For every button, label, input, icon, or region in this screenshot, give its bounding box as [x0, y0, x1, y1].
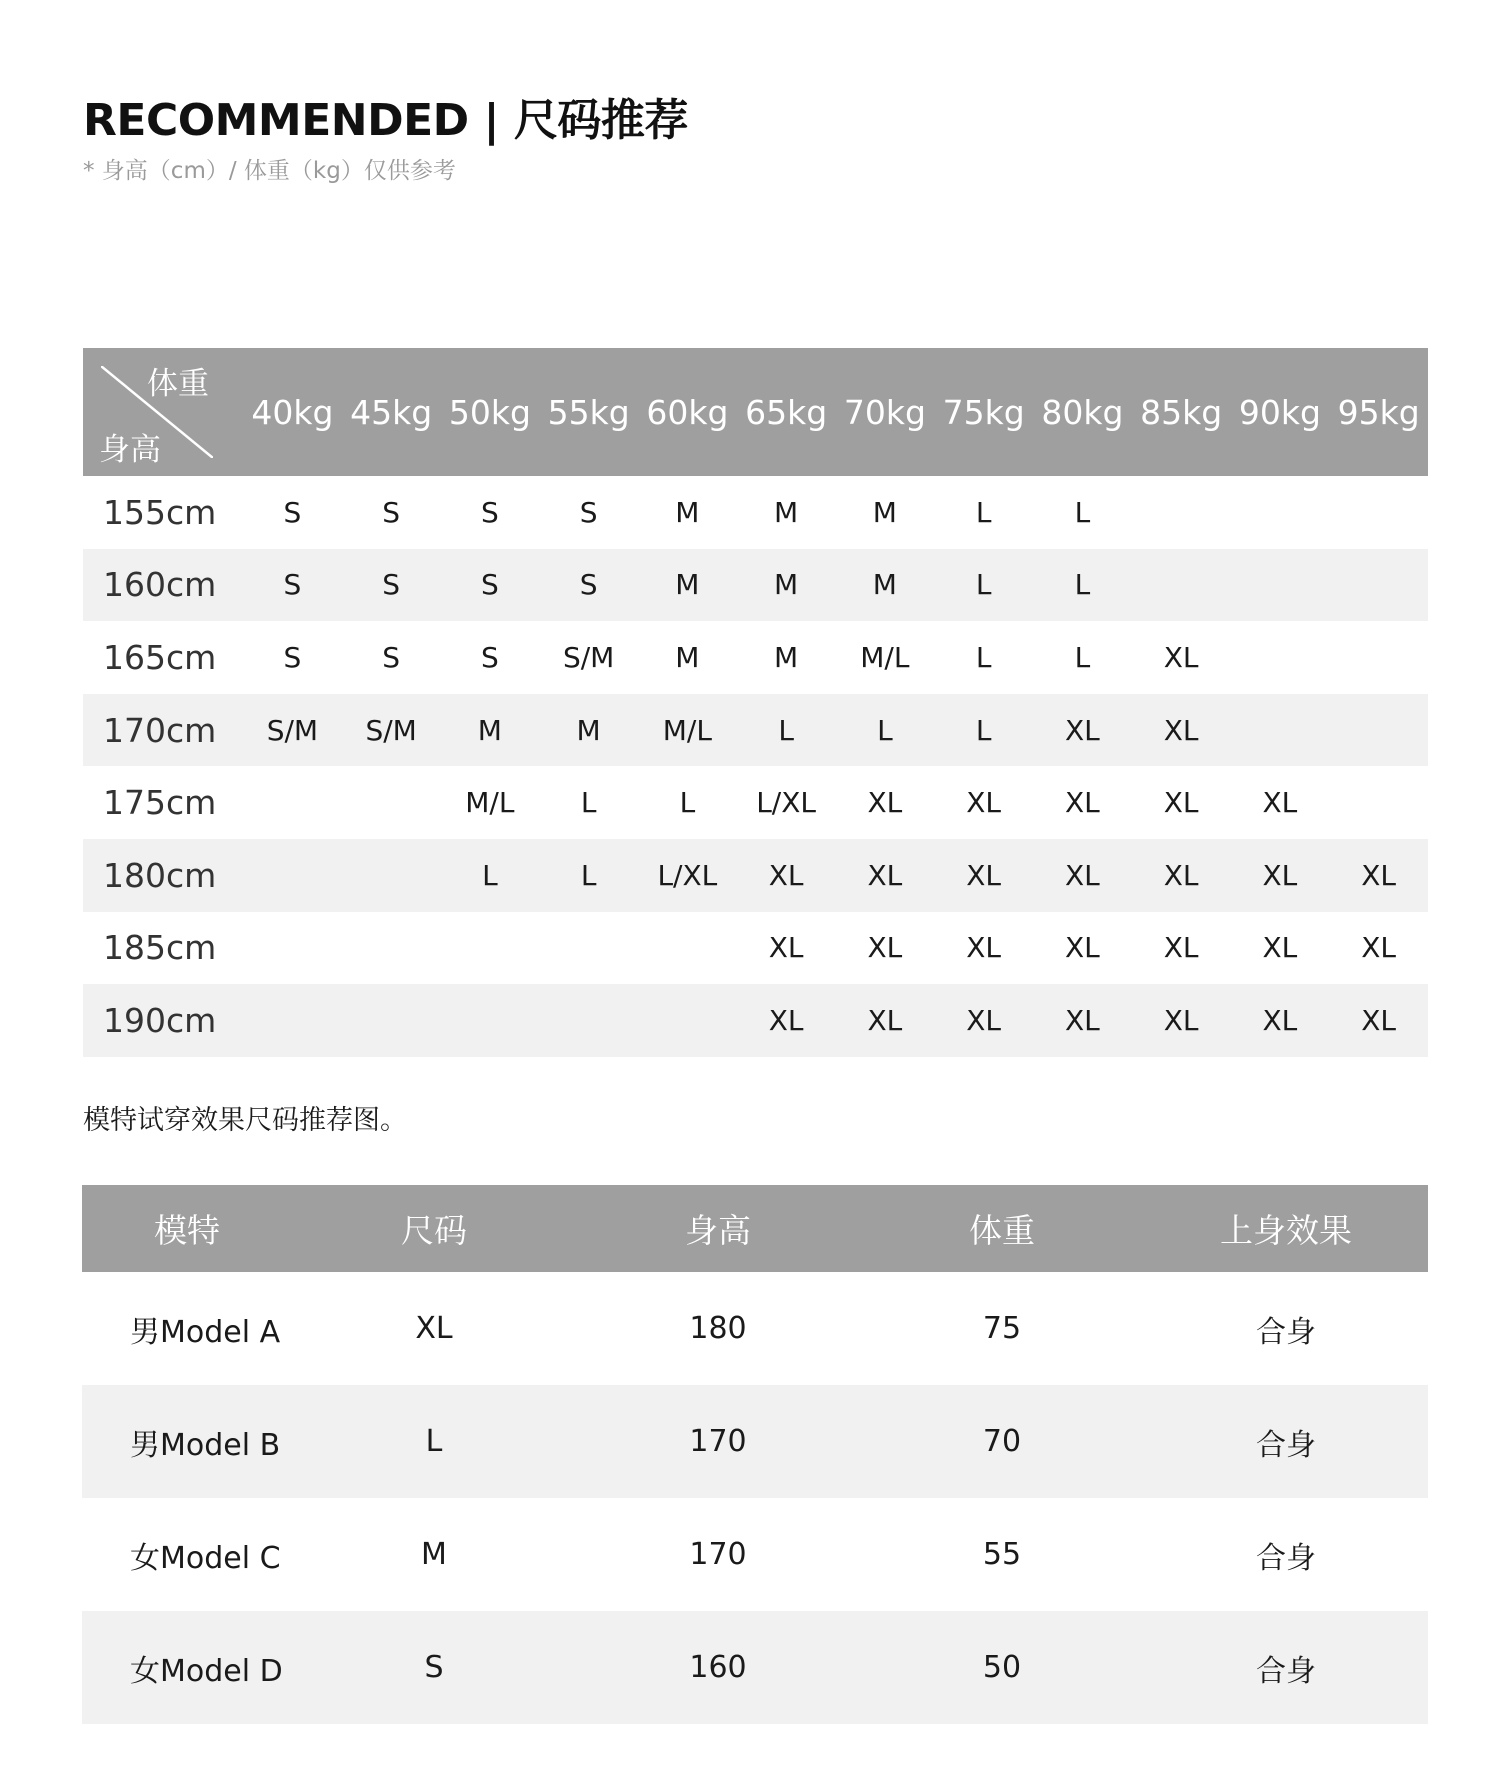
size-cell: M	[774, 640, 799, 674]
size-cell	[638, 984, 737, 1057]
size-cell: XL	[1064, 931, 1100, 965]
size-cell: S	[480, 640, 499, 674]
size-cell	[1329, 694, 1428, 767]
corner-weight-label: 体重	[147, 366, 209, 402]
size-cell: XL	[966, 931, 1002, 965]
size-cell: S	[283, 640, 302, 674]
model-name-cell: 男Model B	[130, 1427, 281, 1463]
weight-header: 90kg	[1238, 392, 1321, 432]
size-cell	[638, 912, 737, 985]
size-cell	[539, 984, 638, 1057]
size-cell: M	[872, 568, 897, 602]
model-fit-cell: 合身	[1256, 1653, 1316, 1689]
page-title: RECOMMENDED | 尺码推荐	[83, 95, 688, 146]
size-chart-row	[83, 549, 1428, 622]
size-cell	[1132, 549, 1231, 622]
size-cell: M	[477, 713, 502, 747]
size-cell: XL	[1163, 713, 1199, 747]
model-col-header: 模特	[154, 1211, 220, 1250]
weight-header: 85kg	[1140, 392, 1223, 432]
size-cell: M	[675, 640, 700, 674]
size-chart-row	[83, 621, 1428, 694]
model-weight-cell: 75	[982, 1311, 1022, 1346]
height-row-label: 165cm	[103, 637, 217, 677]
size-cell: XL	[1163, 786, 1199, 820]
size-cell: L	[1074, 495, 1091, 529]
height-row-label: 175cm	[103, 783, 217, 823]
model-height-cell: 160	[689, 1650, 747, 1685]
model-height-cell: 170	[689, 1424, 747, 1459]
size-cell: M	[872, 495, 897, 529]
model-table-row	[82, 1385, 1428, 1498]
size-cell: XL	[1361, 858, 1397, 892]
size-cell: S	[480, 568, 499, 602]
size-cell	[1329, 766, 1428, 839]
size-cell: S	[579, 495, 598, 529]
weight-header: 70kg	[843, 392, 926, 432]
size-cell: S	[480, 495, 499, 529]
height-row-label: 185cm	[103, 928, 217, 968]
size-cell	[1329, 476, 1428, 549]
size-cell	[342, 984, 441, 1057]
size-cell: M	[774, 495, 799, 529]
size-cell: L	[975, 713, 992, 747]
weight-col-header: 体重	[969, 1211, 1035, 1250]
model-height-cell: 170	[689, 1537, 747, 1572]
size-cell: XL	[768, 1003, 804, 1037]
size-chart-row	[83, 912, 1428, 985]
size-cell: XL	[1262, 858, 1298, 892]
model-name-cell: 女Model C	[130, 1540, 281, 1576]
height-row-label: 170cm	[103, 710, 217, 750]
size-cell	[1231, 476, 1330, 549]
size-cell: S/M	[562, 640, 615, 674]
model-weight-cell: 55	[982, 1537, 1022, 1572]
fit-col-header: 上身效果	[1220, 1211, 1352, 1250]
size-cell: XL	[768, 858, 804, 892]
size-chart-row	[83, 476, 1428, 549]
size-cell: S/M	[365, 713, 417, 747]
size-cell: XL	[966, 858, 1002, 892]
size-cell	[1231, 621, 1330, 694]
size-cell: S	[579, 568, 598, 602]
model-table-body	[82, 1272, 1428, 1724]
size-cell: XL	[1262, 931, 1298, 965]
size-cell	[243, 839, 342, 912]
size-cell: XL	[1361, 1003, 1397, 1037]
model-table-row	[82, 1272, 1428, 1385]
size-cell: S	[283, 568, 302, 602]
model-name-cell: 男Model A	[130, 1314, 281, 1350]
size-cell: S/M	[266, 713, 319, 747]
model-table-header-row	[82, 1185, 1428, 1272]
size-cell	[441, 912, 540, 985]
height-row-label: 160cm	[103, 565, 217, 605]
size-cell: XL	[1262, 786, 1298, 820]
weight-header: 75kg	[942, 392, 1025, 432]
size-chart-table	[83, 348, 1428, 1057]
model-size-cell: XL	[415, 1311, 453, 1346]
weight-header: 55kg	[547, 392, 630, 432]
size-cell	[342, 766, 441, 839]
size-cell: L	[975, 495, 992, 529]
page-subtitle: * 身高（cm）/ 体重（kg）仅供参考	[83, 158, 456, 184]
corner-height-label: 身高	[99, 432, 161, 468]
height-row-label: 180cm	[103, 855, 217, 895]
size-cell: L/XL	[756, 786, 817, 820]
size-cell: L	[1074, 568, 1091, 602]
size-cell: M/L	[860, 640, 910, 674]
weight-header: 45kg	[350, 392, 433, 432]
size-cell: L	[975, 568, 992, 602]
size-cell: XL	[966, 1003, 1002, 1037]
size-cell: XL	[1163, 1003, 1199, 1037]
size-cell: L	[877, 713, 893, 747]
size-chart-row	[83, 766, 1428, 839]
size-cell: M	[675, 495, 700, 529]
size-cell: S	[382, 640, 401, 674]
model-height-cell: 180	[689, 1311, 747, 1346]
size-cell: XL	[1163, 640, 1199, 674]
size-cell: L	[1074, 640, 1091, 674]
size-cell: M/L	[662, 713, 712, 747]
size-chart-body	[83, 476, 1428, 1057]
size-chart-header-row	[83, 348, 1428, 476]
weight-header: 80kg	[1041, 392, 1124, 432]
model-size-cell: M	[421, 1537, 447, 1572]
model-weight-cell: 50	[982, 1650, 1022, 1685]
size-cell: S	[382, 495, 401, 529]
size-cell: L	[778, 713, 794, 747]
size-cell: L	[679, 786, 696, 820]
size-cell: XL	[1163, 931, 1199, 965]
size-cell: S	[283, 495, 302, 529]
model-size-cell: S	[424, 1650, 444, 1685]
size-cell: L	[580, 858, 597, 892]
size-cell	[1231, 694, 1330, 767]
size-cell: S	[382, 568, 401, 602]
weight-header: 50kg	[448, 392, 531, 432]
size-cell	[342, 912, 441, 985]
model-fit-table	[82, 1185, 1428, 1724]
size-cell: M	[675, 568, 700, 602]
size-chart-row	[83, 984, 1428, 1057]
model-fit-note: 模特试穿效果尺码推荐图。	[83, 1105, 407, 1136]
size-cell: L	[482, 858, 498, 892]
size-cell: M	[774, 568, 799, 602]
height-row-label: 155cm	[103, 492, 217, 532]
model-fit-cell: 合身	[1256, 1540, 1316, 1576]
size-chart-row	[83, 839, 1428, 912]
size-cell: XL	[1064, 786, 1100, 820]
size-cell	[1329, 621, 1428, 694]
weight-header: 60kg	[646, 392, 729, 432]
size-cell: L	[580, 786, 597, 820]
size-cell: XL	[1163, 858, 1199, 892]
height-col-header: 身高	[685, 1211, 751, 1250]
corner-cell	[83, 348, 243, 476]
weight-header: 40kg	[251, 392, 334, 432]
size-cell: XL	[1262, 1003, 1298, 1037]
model-size-cell: L	[425, 1424, 443, 1459]
weight-header: 65kg	[745, 392, 828, 432]
size-cell	[243, 984, 342, 1057]
height-row-label: 190cm	[103, 1000, 217, 1040]
size-cell	[1231, 549, 1330, 622]
size-cell: XL	[966, 786, 1002, 820]
size-cell	[243, 912, 342, 985]
size-cell: XL	[1064, 713, 1100, 747]
size-col-header: 尺码	[401, 1211, 467, 1250]
size-cell: XL	[867, 1003, 903, 1037]
model-fit-cell: 合身	[1256, 1314, 1316, 1350]
size-cell	[539, 912, 638, 985]
model-table-row	[82, 1498, 1428, 1611]
size-cell	[342, 839, 441, 912]
size-cell: XL	[867, 786, 903, 820]
size-cell: L	[975, 640, 992, 674]
weight-header: 95kg	[1337, 392, 1420, 432]
size-cell: XL	[867, 931, 903, 965]
size-cell: XL	[768, 931, 804, 965]
size-cell	[243, 766, 342, 839]
size-cell: XL	[1361, 931, 1397, 965]
size-cell: M/L	[465, 786, 515, 820]
size-cell: M	[576, 713, 601, 747]
model-table-row	[82, 1611, 1428, 1724]
model-weight-cell: 70	[982, 1424, 1022, 1459]
size-cell	[441, 984, 540, 1057]
size-cell: XL	[1064, 858, 1100, 892]
size-chart-row	[83, 694, 1428, 767]
model-fit-cell: 合身	[1256, 1427, 1316, 1463]
size-cell: L/XL	[657, 858, 718, 892]
size-cell: XL	[867, 858, 903, 892]
size-cell	[1329, 549, 1428, 622]
size-cell	[1132, 476, 1231, 549]
size-cell: XL	[1064, 1003, 1100, 1037]
model-name-cell: 女Model D	[130, 1653, 283, 1689]
